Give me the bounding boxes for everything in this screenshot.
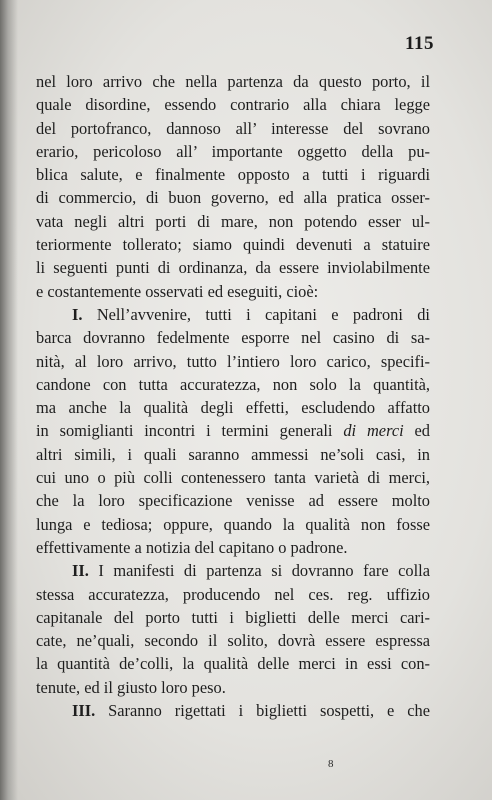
text-line: in somiglianti incontri i termini generali di merci ed xyxy=(36,421,431,441)
text-line: stessa accuratezza, producendo nel ces. reg. uffizio xyxy=(36,584,430,604)
text-line: altri simili, i quali saranno ammessi ne’soli casi, in xyxy=(36,444,430,464)
italic-term: di merci xyxy=(343,421,404,441)
text-line: barca dovranno fedelmente esporre nel casino di sa- xyxy=(36,328,430,348)
text-line: nel loro arrivo che nella partenza da questo porto, il xyxy=(36,72,430,91)
text-line: li seguenti punti di ordinanza, da essere inviolabilmente xyxy=(36,258,430,278)
article-numeral: III. xyxy=(72,701,96,721)
text-line: cate, ne’quali, secondo il solito, dovrà essere espressa xyxy=(36,631,430,651)
text-line: quale disordine, essendo contrario alla chiara legge xyxy=(36,95,430,115)
article-numeral: I. xyxy=(72,304,83,324)
text-line: tenute, ed il giusto loro peso. xyxy=(36,677,226,697)
text-line: cui uno o più colli contenessero tanta varietà di merci, xyxy=(36,468,430,488)
article-line: I. Nell’avvenire, tutti i capitani e padroni di xyxy=(72,304,430,324)
text-line: teriormente tollerato; siamo quindi devenuti a statuire xyxy=(36,235,430,255)
signature-mark: 8 xyxy=(328,758,334,770)
text-line: erario, pericoloso all’ importante oggetto della pu- xyxy=(36,141,430,161)
article-line: II. I manifesti di partenza si dovranno fare colla xyxy=(72,561,430,581)
page-gutter-shadow xyxy=(0,0,18,800)
article-line: III. Saranno rigettati i biglietti sospetti, e che xyxy=(72,701,430,721)
text-line: candone con tutta accuratezza, non solo la quantità, xyxy=(36,374,430,394)
text-line: nità, al loro arrivo, tutto l’intiero loro carico, specifi- xyxy=(36,351,430,371)
text-line: del portofranco, dannoso all’ interesse del sovrano xyxy=(36,118,430,138)
text-line: ma anche la qualità degli effetti, escludendo affatto xyxy=(36,398,430,418)
text-line: di commercio, di buon governo, ed alla pratica osser- xyxy=(36,188,430,208)
text-line: e costantemente osservati ed eseguiti, cioè: xyxy=(36,281,319,301)
text-line: blica salute, e finalmente opposto a tutti i riguardi xyxy=(36,165,430,185)
page-number: 115 xyxy=(405,33,434,54)
article-numeral: II. xyxy=(72,561,89,581)
text-line: la quantità de’colli, la qualità delle merci in essi con- xyxy=(36,654,430,674)
body-text xyxy=(36,70,430,722)
text-line: capitanale del porto tutti i biglietti delle merci cari- xyxy=(36,607,430,627)
text-line: effettivamente a notizia del capitano o padrone. xyxy=(36,537,348,557)
text-line: che la loro specificazione venisse ad essere molto xyxy=(36,491,430,511)
text-line: vata negli altri porti di mare, non potendo esser ul- xyxy=(36,211,430,231)
text-line: lunga e tediosa; oppure, quando la qualità non fosse xyxy=(36,514,430,534)
